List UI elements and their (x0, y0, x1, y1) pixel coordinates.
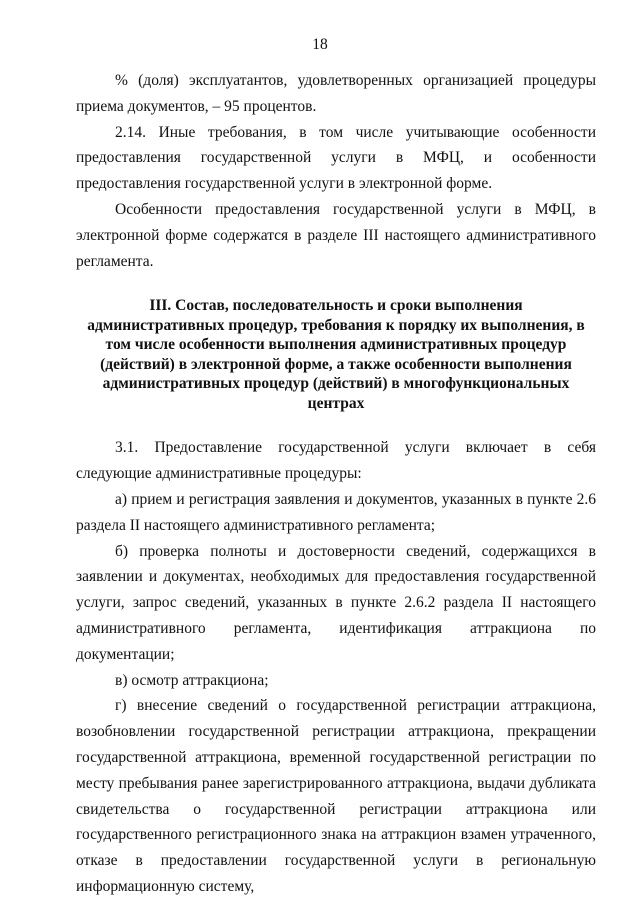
paragraph-3-1: 3.1. Предоставление государственной услуги включает в себя следующие административные процедуры: (76, 439, 596, 483)
list-item-v: в) осмотр аттракциона; (115, 671, 269, 689)
list-item-a: а) прием и регистрация заявления и документов, указанных в пункте 2.6 раздела II настоящего административного регламента; (76, 490, 596, 534)
paragraph-2-14: 2.14. Иные требования, в том числе учитывающие особенности предоставления государственной услуги в МФЦ, и особенности предоставления государственной услуги в электронной форме. (76, 123, 596, 193)
section-heading: III. Состав, последовательность и сроки выполнения административных процедур, требования к порядку их выполнения, в том числе особенности выполнения административных процедур (действий) в электронной форме, а также особенности выполнения административных процедур (действий) в многофункциональных центрах (87, 297, 585, 412)
list-item-g: г) внесение сведений о государственной регистрации аттракциона, возобновлении государственной регистрации аттракциона, прекращении государственной аттракциона, временной государственной регистрации по месту пребывания ранее зарегистрированного аттракциона, выдачи дубликата свидетельства о государственной регистрации аттракциона или государственного регистрационного знака на аттракцион взамен утраченного, отказе в предоставлении государственной услуги в региональную информационную систему, (76, 697, 596, 895)
page-number: 18 (312, 36, 328, 53)
paragraph-features: Особенности предоставления государственной услуги в МФЦ, в электронной форме содержатся в разделе III настоящего административного регламента. (76, 200, 596, 270)
paragraph-satisfaction: % (доля) эксплуатантов, удовлетворенных организацией процедуры приема документов, – 95 процентов. (76, 72, 596, 115)
document-body (76, 68, 596, 900)
list-item-b: б) проверка полноты и достоверности сведений, содержащихся в заявлении и документах, необходимых для предоставления государственной услуги, запрос сведений, указанных в пункте 2.6.2 раздела II настоящего административного регламента, идентификация аттракциона по документации; (76, 542, 596, 663)
